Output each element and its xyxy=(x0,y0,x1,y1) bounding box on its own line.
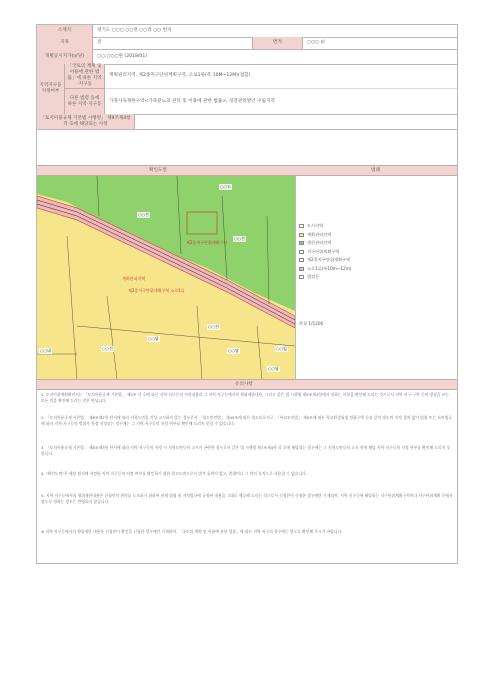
map-title: 확인도면 xyxy=(149,168,167,173)
zoning-law-value: 계획관리지역, 제2종지구단위계획구역, 소로1류(폭 10M~12M)(접합) xyxy=(105,64,457,89)
notes-section-header xyxy=(37,379,457,390)
map-parcel-label: ○○대 xyxy=(40,348,51,353)
map-svg xyxy=(37,176,295,379)
note-1: 1. 토지이용계획확인서는 「토지이용규제 기본법」 제5조 각 호에 따른 지역·지구등의 지정내용과 그 지역·지구등에서의 행위제한내용, 그리고 같은 법 시행령 제9조제4항에서 정하는 사항을 확인해 드리는 것으로서 지역·지구·구역 등의 명칭을 쓰는 모든 것을 확인해 드리는 것은 아닙니다. xyxy=(41,392,449,403)
map-parcel-label: ○○전 xyxy=(208,324,219,329)
legend-item xyxy=(299,249,339,255)
area-label: 면적 xyxy=(253,37,303,49)
note-4: 4. "확인도면"은 해당 필지에 지정된 지역·지구등의 지정 여부를 확인하기 위한 참고도면으로서 법적 효력이 없고, 측량이나 그 밖의 목적으로 사용할 수 없습니다. xyxy=(41,471,307,476)
land-price-row xyxy=(37,49,457,65)
map-parcel-label: ○○답 xyxy=(268,366,279,371)
map-zone-label: 제2종지구단위계획구역 xyxy=(186,240,228,245)
note-2: 2. 「토지이용규제 기본법」 제8조제2항 단서에 따라 지형도면을 작성·고시하지 않는 경우로서 「철도안전법」 제45조에 따른 철도보호지구, 「학교보건법」 제5조에 따른 학교환경위생 정화구역 등과 같이 별도의 지정 절차 없이 법령 또는 자치법규에 따라 지역·지구등의 범위가 직접 지정되는 경우에는 그 지역·지구등의 지정 여부를 확인해 드리지 못할 수 있습니다. xyxy=(41,415,452,426)
legend-swatch xyxy=(299,250,304,254)
map-parcel-label: ○○전 xyxy=(138,212,149,217)
legend-swatch xyxy=(299,267,304,271)
document-sheet xyxy=(36,24,458,564)
legend-label: 제2종지구단위계획구역 xyxy=(307,257,351,262)
legend-swatch xyxy=(299,224,304,228)
legend-swatch xyxy=(299,275,304,279)
location-value: 경기도 ○○○ ○○면 ○○리 ○○ 번지 xyxy=(97,28,172,34)
legend-item xyxy=(299,266,351,272)
land-category-label: 지목 xyxy=(37,37,93,49)
legend-label: 도시지역 xyxy=(307,223,324,228)
land-category-value: 전 xyxy=(93,37,253,49)
map-section-header xyxy=(37,165,457,176)
legend-label: 지구단위계획구역 xyxy=(307,248,340,254)
map-parcel-label: ○○답 xyxy=(148,336,159,341)
note-6: ※ 지역·지구등에서의 행위제한 내용은 신청인이 확인을 신청한 경우에만 기재하며, 「국토의 계획 및 이용에 관한 법률」에 따른 지역·지구의 경우에는 별도로 확인해 주시기 바랍니다. xyxy=(41,529,343,534)
zoning-row xyxy=(37,64,457,115)
legend-label: 소로1류(폭10m~12m) xyxy=(307,265,352,271)
map-parcel-label: ○○도 xyxy=(220,184,231,189)
map-parcel-label: ○○답 xyxy=(228,348,239,353)
decree-row xyxy=(37,114,457,130)
legend-item xyxy=(299,223,323,229)
legend-label: 법정동 xyxy=(307,274,320,279)
legend-item xyxy=(299,257,350,263)
confirmation-map xyxy=(37,176,296,379)
legend-swatch xyxy=(299,258,304,262)
legend-swatch xyxy=(299,233,304,237)
decree-value xyxy=(135,114,457,129)
note-3: 3. 「토지이용규제 기본법」 제8조제3항 단서에 따라 지역·지구등의 지정 시 지형도면등의 고시가 곤란한 경우로서 같은 법 시행령 제7조제4항 각 호에 해당되는 경우에는 그 지형도면등의 고시 전에 해당 지역·지구등의 지정 여부를 확인해 드리지 못합니다. xyxy=(41,445,451,456)
map-zone-label: 계획관리지역 xyxy=(122,276,146,281)
notes-title: 유의사항 xyxy=(235,382,253,387)
legend-item xyxy=(299,232,331,238)
location-label: 소재지 xyxy=(37,25,93,37)
land-price-value: ○○,○○○원 (2018/01) xyxy=(97,53,148,59)
legend-swatch xyxy=(299,241,304,245)
zoning-other-law-label: 다른 법령 등에 따른 지역·지구등 xyxy=(65,89,105,114)
decree-label: 「토지이용규제 기본법 시행령」 제9조제4항 각 호에 해당되는 사항 xyxy=(37,114,135,129)
legend-item xyxy=(299,240,331,246)
land-price-label: 개별공시지가(㎡당) xyxy=(37,49,93,64)
legend-label: 생산관리지역 xyxy=(307,240,332,245)
legend-item xyxy=(299,274,319,280)
legend-label: 계획관리지역 xyxy=(307,231,332,237)
zoning-other-law-value: 가축사육제한구역<가축분뇨의 관리 및 이용에 관한 법률>, 성장관리방안 수립지역 xyxy=(109,98,275,104)
zoning-label: 지역지구등 지정여부 xyxy=(37,64,65,114)
map-scale: 축척 1/1200 xyxy=(299,321,324,326)
map-parcel-label: ○○전 xyxy=(234,236,245,241)
map-parcel-label: ○○전 xyxy=(102,346,113,351)
map-parcel-label: ○○임 xyxy=(276,346,287,351)
note-5: 5. 지역·지구등에서의 행위제한내용은 신청인의 편의를 도모하기 위하여 관계 법령 및 자치법규에 규정된 내용을 그대로 제공해 드리는 것으로서 신청인이 신청한 경우에만 기재되며, 지역·지구등에 해당하는 지구단위계획구역이나 지구단위계획 등에서 별도로 정하는 경우는 반영되지 않습니다. xyxy=(41,493,453,504)
area-value: ○○○ ㎡ xyxy=(307,40,326,46)
zoning-law-label: 「국토의 계획 및 이용에 관한 법률」에 따른 지역·지구등 xyxy=(65,64,105,89)
map-zone-label: 제2종지구단위계획구역 소로1류 xyxy=(128,288,185,293)
legend-title: 범례 xyxy=(371,168,380,173)
